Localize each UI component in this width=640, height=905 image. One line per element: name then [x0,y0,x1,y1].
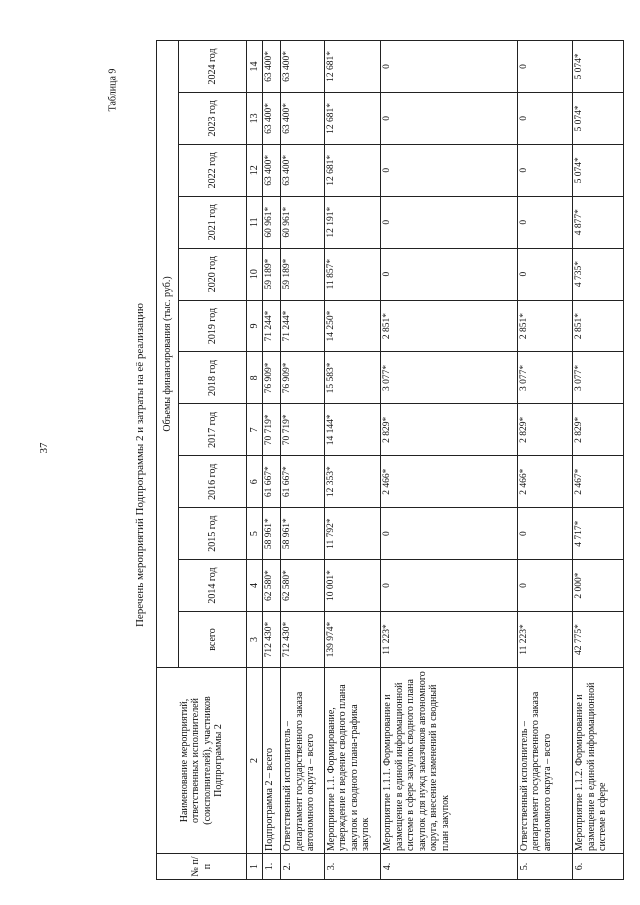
row-value: 0 [381,144,517,196]
header-total: всего [179,612,247,668]
row-value: 5 074* [573,41,624,93]
header-num: № п/п [157,854,247,880]
row-value: 63 400* [263,92,281,144]
table-title: Перечень мероприятий Подпрограммы 2 и затраты на её реализацию [134,302,146,628]
table-row [517,41,572,880]
row-value: 712 430* [281,612,324,668]
table-row [263,41,281,880]
header-year: 2014 год [179,560,247,612]
column-number: 4 [247,560,263,612]
row-value: 0 [517,92,572,144]
row-value: 14 250* [324,300,381,352]
row-name: Мероприятие 1.1.1. Формирование и размещение в единой информационной системе в сфере закупок сводного плана закупок для нужд заказчиков автономного округа, внесение изменений в сводный план закупок [381,668,517,854]
column-number: 14 [247,41,263,93]
row-value: 63 400* [263,41,281,93]
row-value: 62 580* [263,560,281,612]
row-value: 4 717* [573,508,624,560]
table-row [324,41,381,880]
row-value: 58 961* [281,508,324,560]
header-funding: Объемы финансирования (тыс. руб.) [157,41,179,668]
expenditure-table [156,40,624,880]
row-number: 5. [517,854,572,880]
row-number: 3. [324,854,381,880]
header-year: 2017 год [179,404,247,456]
row-value: 0 [381,196,517,248]
row-value: 2 466* [517,456,572,508]
row-value: 70 719* [281,404,324,456]
row-value: 139 974* [324,612,381,668]
row-value: 11 223* [381,612,517,668]
row-value: 0 [517,41,572,93]
column-number: 5 [247,508,263,560]
row-value: 11 792* [324,508,381,560]
column-number: 11 [247,196,263,248]
row-value: 63 400* [281,144,324,196]
row-value: 0 [381,248,517,300]
row-value: 60 961* [263,196,281,248]
column-number: 13 [247,92,263,144]
header-year: 2018 год [179,352,247,404]
table-row [381,41,517,880]
row-value: 11 857* [324,248,381,300]
row-number: 1. [263,854,281,880]
row-number: 6. [573,854,624,880]
row-value: 60 961* [281,196,324,248]
row-value: 0 [381,92,517,144]
header-year: 2016 год [179,456,247,508]
row-value: 63 400* [281,92,324,144]
column-number: 6 [247,456,263,508]
row-value: 15 583* [324,352,381,404]
row-value: 63 400* [263,144,281,196]
row-value: 0 [517,560,572,612]
row-value: 0 [517,196,572,248]
column-number: 10 [247,248,263,300]
row-value: 58 961* [263,508,281,560]
row-value: 71 244* [281,300,324,352]
row-value: 14 144* [324,404,381,456]
column-number: 8 [247,352,263,404]
column-number: 1 [247,854,263,880]
row-value: 2 829* [381,404,517,456]
header-name: Наименование мероприятий, ответственных исполнителей (соисполнителей), участников Подпрограммы 2 [157,668,247,854]
row-value: 4 877* [573,196,624,248]
row-value: 11 223* [517,612,572,668]
table-label: Таблица 9 [107,68,119,112]
row-value: 2 466* [381,456,517,508]
row-name: Ответственный исполнитель – департамент государственного заказа автономного округа – всего [517,668,572,854]
row-value: 2 851* [573,300,624,352]
row-value: 12 681* [324,144,381,196]
row-number: 4. [381,854,517,880]
row-value: 12 191* [324,196,381,248]
row-value: 0 [517,508,572,560]
row-value: 4 735* [573,248,624,300]
column-number: 3 [247,612,263,668]
row-value: 10 001* [324,560,381,612]
table-row [573,41,624,880]
row-value: 71 244* [263,300,281,352]
row-value: 12 681* [324,41,381,93]
row-value: 2 467* [573,456,624,508]
row-value: 0 [381,508,517,560]
row-value: 70 719* [263,404,281,456]
column-number: 2 [247,668,263,854]
header-year: 2021 год [179,196,247,248]
row-value: 2 851* [517,300,572,352]
row-name: Мероприятие 1.1.2. Формирование и размещение в единой информационной системе в сфере [573,668,624,854]
row-value: 0 [517,144,572,196]
column-number: 12 [247,144,263,196]
row-value: 12 681* [324,92,381,144]
row-value: 2 829* [573,404,624,456]
page-number: 37 [38,442,50,454]
row-value: 2 829* [517,404,572,456]
row-value: 2 000* [573,560,624,612]
header-year: 2015 год [179,508,247,560]
row-value: 76 909* [263,352,281,404]
row-number: 2. [281,854,324,880]
row-value: 63 400* [281,41,324,93]
header-year: 2024 год [179,41,247,93]
row-value: 59 189* [263,248,281,300]
row-value: 61 667* [263,456,281,508]
row-value: 0 [381,560,517,612]
header-year: 2023 год [179,92,247,144]
row-value: 0 [381,41,517,93]
column-number: 7 [247,404,263,456]
row-value: 3 077* [381,352,517,404]
row-value: 61 667* [281,456,324,508]
header-year: 2019 год [179,300,247,352]
expenditure-table-wrapper [156,40,624,880]
row-value: 42 775* [573,612,624,668]
row-name: Мероприятие 1.1. Формирование, утверждение и ведение сводного плана закупок и сводного плана-графика закупок [324,668,381,854]
header-year: 2020 год [179,248,247,300]
row-value: 62 580* [281,560,324,612]
row-value: 5 074* [573,92,624,144]
row-name: Ответственный исполнитель – департамент государственного заказа автономного округа – всего [281,668,324,854]
row-name: Подпрограмма 2 – всего [263,668,281,854]
row-value: 12 353* [324,456,381,508]
column-number: 9 [247,300,263,352]
row-value: 5 074* [573,144,624,196]
row-value: 76 909* [281,352,324,404]
row-value: 3 077* [517,352,572,404]
row-value: 59 189* [281,248,324,300]
row-value: 0 [517,248,572,300]
row-value: 712 430* [263,612,281,668]
row-value: 2 851* [381,300,517,352]
header-year: 2022 год [179,144,247,196]
row-value: 3 077* [573,352,624,404]
table-row [281,41,324,880]
